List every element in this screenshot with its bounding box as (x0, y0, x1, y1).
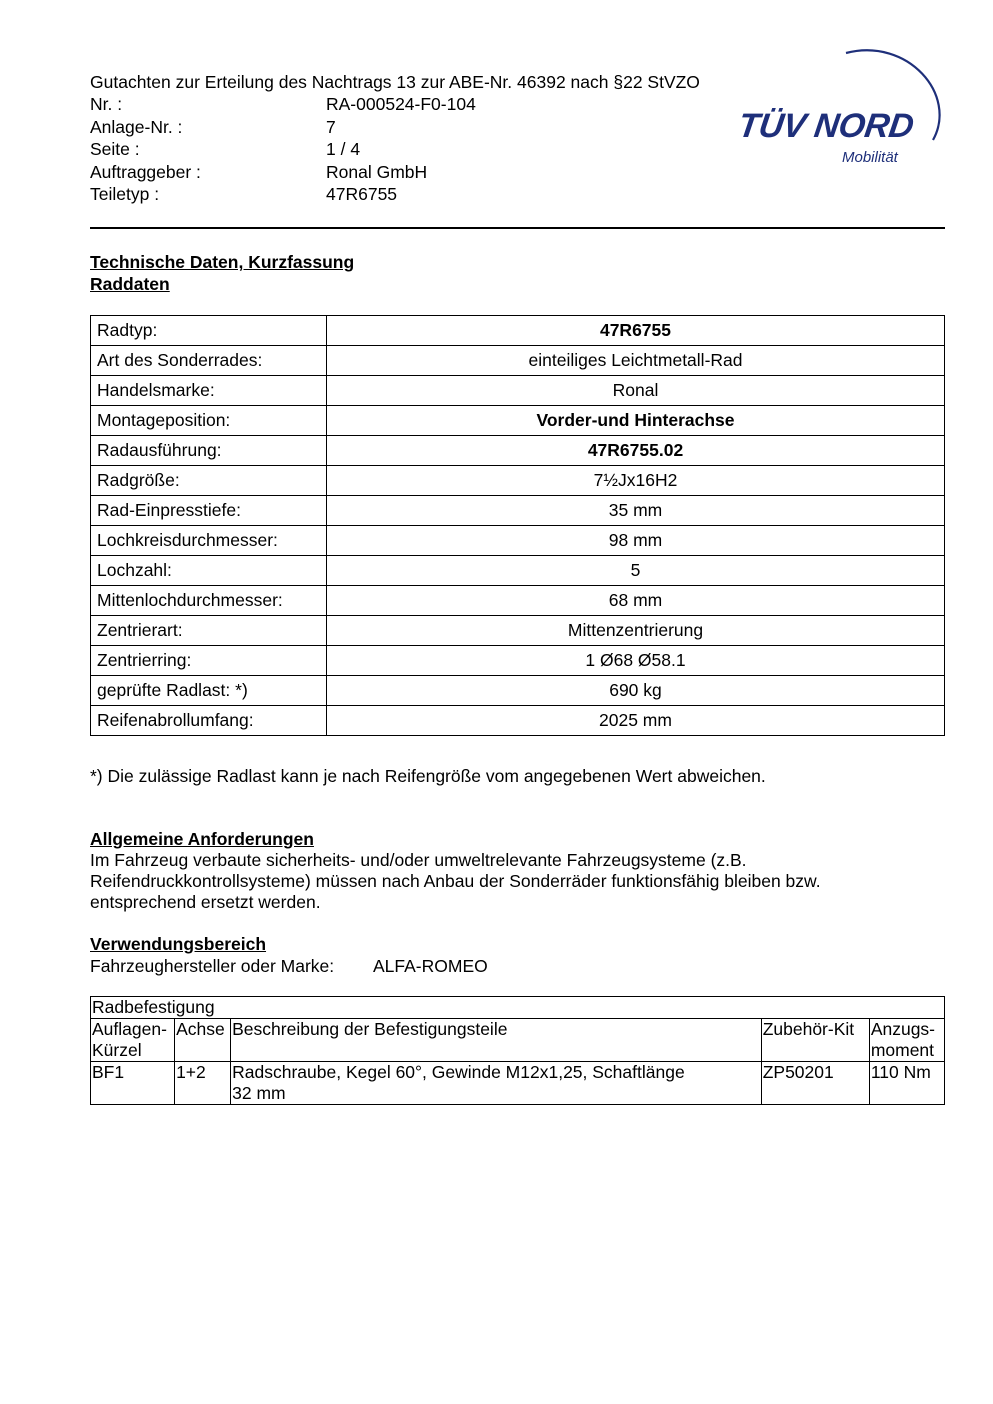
tuv-nord-logo-graphic (735, 45, 948, 170)
cell-text: Anzugs- (870, 1019, 936, 1039)
allgemeine-anforderungen-text (90, 850, 821, 913)
table-row (91, 706, 945, 736)
header-field-value: 7 (326, 116, 336, 137)
raddaten-label: Mittenlochdurchmesser: (91, 586, 327, 616)
table-title-row (91, 997, 945, 1019)
cell-text: Zubehör-Kit (762, 1019, 855, 1039)
cell-text: Beschreibung der Befestigungsteile (232, 1019, 508, 1039)
svg-text:TÜV NORD: TÜV NORD (735, 107, 917, 145)
raddaten-value: 2025 mm (327, 706, 945, 736)
raddaten-label: Radausführung: (91, 436, 327, 466)
raddaten-value: 1 Ø68 Ø58.1 (327, 646, 945, 676)
raddaten-value: 98 mm (327, 526, 945, 556)
tuv-nord-logo (735, 45, 948, 170)
raddaten-value: 47R6755.02 (327, 436, 945, 466)
table-header-cell (869, 1019, 944, 1062)
cell-text: BF1 (92, 1062, 125, 1082)
table-header-cell (761, 1019, 869, 1062)
table-header-cell (231, 1019, 762, 1062)
fahrzeughersteller-value: ALFA-ROMEO (373, 956, 488, 976)
text-line: Im Fahrzeug verbaute sicherheits- und/oder umweltrelevante Fahrzeugsysteme (z.B. (90, 850, 747, 870)
svg-text:Mobilität: Mobilität (842, 149, 898, 166)
raddaten-value: Ronal (327, 376, 945, 406)
table-row (91, 436, 945, 466)
raddaten-value: 5 (327, 556, 945, 586)
header-field-label: Nr. : (90, 94, 123, 114)
header-field-value: 1 / 4 (326, 139, 361, 159)
cell-text: moment (870, 1040, 935, 1060)
raddaten-value: 690 kg (327, 676, 945, 706)
table-cell (869, 1062, 944, 1105)
raddaten-label: Zentrierring: (91, 646, 327, 676)
table-row (91, 556, 945, 586)
raddaten-label: Handelsmarke: (91, 376, 327, 406)
cell-text: Auflagen- (92, 1019, 167, 1039)
cell-text: 110 Nm (870, 1062, 931, 1082)
raddaten-value: 7½Jx16H2 (327, 466, 945, 496)
table-header-row (91, 1019, 945, 1062)
table-row (91, 496, 945, 526)
table-cell (175, 1062, 231, 1105)
table-row (91, 1062, 945, 1105)
raddaten-label: Montageposition: (91, 406, 327, 436)
header-divider (90, 227, 945, 229)
radbefestigung-title: Radbefestigung (91, 997, 945, 1019)
raddaten-value: 47R6755 (327, 316, 945, 346)
table-row (91, 466, 945, 496)
table-row (91, 406, 945, 436)
table-header-cell (91, 1019, 175, 1062)
cell-text: 32 mm (232, 1083, 286, 1103)
raddaten-label: Lochzahl: (91, 556, 327, 586)
header-field-value: 47R6755 (326, 184, 398, 204)
cell-text: Achse (176, 1019, 225, 1039)
raddaten-label: geprüfte Radlast: *) (91, 676, 327, 706)
section-technische-daten-heading: Technische Daten, Kurzfassung (90, 252, 355, 272)
cell-text: ZP50201 (762, 1062, 834, 1082)
raddaten-label: Reifenabrollumfang: (91, 706, 327, 736)
table-row (91, 616, 945, 646)
table-cell (761, 1062, 869, 1105)
radbefestigung-table (90, 996, 945, 1105)
table-cell (91, 1062, 175, 1105)
raddaten-value: 68 mm (327, 586, 945, 616)
table-row (91, 646, 945, 676)
table-header-cell (175, 1019, 231, 1062)
document-title: Gutachten zur Erteilung des Nachtrags 13 zur ABE-Nr. 46392 nach §22 StVZO (90, 72, 700, 92)
raddaten-label: Art des Sonderrades: (91, 346, 327, 376)
cell-text: Kürzel (92, 1040, 142, 1060)
fahrzeughersteller-label: Fahrzeughersteller oder Marke: (90, 956, 335, 976)
header-field-value: Ronal GmbH (326, 161, 428, 182)
table-cell (231, 1062, 762, 1105)
header-field-label: Anlage-Nr. : (90, 116, 183, 137)
raddaten-label: Zentrierart: (91, 616, 327, 646)
header-field-value: RA-000524-F0-104 (326, 94, 476, 114)
section-allgemeine-anforderungen-heading: Allgemeine Anforderungen (90, 829, 314, 849)
raddaten-value: Vorder-und Hinterachse (327, 406, 945, 436)
raddaten-value: einteiliges Leichtmetall-Rad (327, 346, 945, 376)
radlast-footnote: *) Die zulässige Radlast kann je nach Reifengröße vom angegebenen Wert abweichen. (90, 766, 766, 786)
header-field-label: Auftraggeber : (90, 161, 201, 182)
table-row (91, 526, 945, 556)
raddaten-table (90, 315, 945, 736)
raddaten-value: Mittenzentrierung (327, 616, 945, 646)
header-field-label: Seite : (90, 139, 140, 159)
table-row (91, 316, 945, 346)
raddaten-value: 35 mm (327, 496, 945, 526)
table-row (91, 676, 945, 706)
header-field-label: Teiletyp : (90, 184, 160, 204)
raddaten-label: Lochkreisdurchmesser: (91, 526, 327, 556)
section-verwendungsbereich-heading: Verwendungsbereich (90, 934, 267, 954)
text-line: Reifendruckkontrollsysteme) müssen nach Anbau der Sonderräder funktionsfähig bleiben bzw. (90, 871, 821, 891)
cell-text: Radschraube, Kegel 60°, Gewinde M12x1,25, Schaftlänge (232, 1062, 685, 1082)
raddaten-label: Radtyp: (91, 316, 327, 346)
text-line: entsprechend ersetzt werden. (90, 892, 321, 912)
table-row (91, 376, 945, 406)
raddaten-label: Rad-Einpresstiefe: (91, 496, 327, 526)
table-row (91, 346, 945, 376)
section-raddaten-heading: Raddaten (90, 274, 170, 294)
table-row (91, 586, 945, 616)
raddaten-label: Radgröße: (91, 466, 327, 496)
cell-text: 1+2 (176, 1062, 206, 1082)
